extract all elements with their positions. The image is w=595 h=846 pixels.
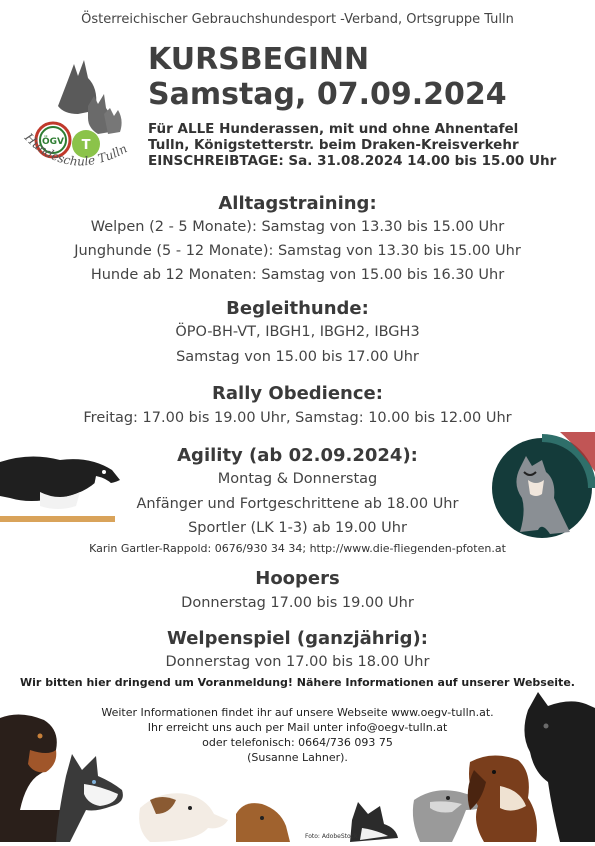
footer-line-1: Weiter Informationen findet ihr auf unsere Webseite www.oegv-tulln.at. — [101, 706, 494, 719]
hundeschule-logo — [18, 58, 138, 168]
footer-line-4: (Susanne Lahner). — [247, 751, 348, 764]
footer-line-3: oder telefonisch: 0664/736 093 75 — [202, 736, 393, 749]
photo-credit: Foto: AdobeStock — [305, 833, 358, 840]
logo-text: Hundeschule Tulln — [21, 130, 130, 168]
seal-text: ÖGV — [41, 137, 65, 147]
section-title-begleit: Begleithunde: — [226, 298, 369, 319]
begleit-line-1: ÖPO-BH-VT, IBGH1, IBGH2, IBGH3 — [175, 324, 420, 340]
agility-line-3: Sportler (LK 1-3) ab 19.00 Uhr — [188, 520, 407, 536]
welpen-note: Wir bitten hier dringend um Voranmeldung! Nähere Informationen auf unserer Webseite. — [20, 676, 575, 689]
alltag-line-1: Welpen (2 - 5 Monate): Samstag von 13.30 bis 15.00 Uhr — [90, 219, 505, 235]
agility-line-1: Montag & Donnerstag — [217, 471, 378, 487]
section-title-alltag: Alltagstraining: — [218, 193, 377, 214]
section-title-agility: Agility (ab 02.09.2024): — [177, 445, 418, 466]
organization-name: Österreichischer Gebrauchshundesport -Verband, Ortsgruppe Tulln — [81, 12, 514, 27]
info-line-1: Für ALLE Hunderassen, mit und ohne Ahnentafel — [148, 121, 519, 137]
agility-line-2: Anfänger und Fortgeschrittene ab 18.00 Uhr — [136, 496, 459, 512]
headline-kursbeginn: KURSBEGINN — [148, 42, 370, 77]
footer-line-2: Ihr erreicht uns auch per Mail unter info@oegv-tulln.at — [147, 721, 448, 734]
header-info — [148, 121, 556, 169]
alltag-line-2: Junghunde (5 - 12 Monate): Samstag von 13.30 bis 15.00 Uhr — [74, 243, 521, 259]
section-title-hoopers: Hoopers — [255, 568, 340, 589]
headline-date: Samstag, 07.09.2024 — [148, 77, 507, 112]
rally-line-1: Freitag: 17.00 bis 19.00 Uhr, Samstag: 10.00 bis 12.00 Uhr — [83, 410, 512, 426]
agility-contact: Karin Gartler-Rappold: 0676/930 34 34; http://www.die-fliegenden-pfoten.at — [89, 542, 506, 555]
info-line-3: EINSCHREIBTAGE: Sa. 31.08.2024 14.00 bis 15.00 Uhr — [148, 153, 557, 169]
badge-letter: T — [81, 138, 91, 153]
hoopers-line-1: Donnerstag 17.00 bis 19.00 Uhr — [181, 595, 414, 611]
section-title-welpenspiel: Welpenspiel (ganzjährig): — [167, 628, 428, 649]
alltag-line-3: Hunde ab 12 Monaten: Samstag von 15.00 bis 16.30 Uhr — [90, 267, 505, 283]
begleit-line-2: Samstag von 15.00 bis 17.00 Uhr — [176, 349, 419, 365]
welpen-line-1: Donnerstag von 17.00 bis 18.00 Uhr — [165, 654, 430, 670]
section-title-rally: Rally Obedience: — [212, 383, 383, 404]
info-line-2: Tulln, Königstetterstr. beim Draken-Kreisverkehr — [148, 137, 519, 153]
dogs-photo-banner — [0, 690, 595, 842]
